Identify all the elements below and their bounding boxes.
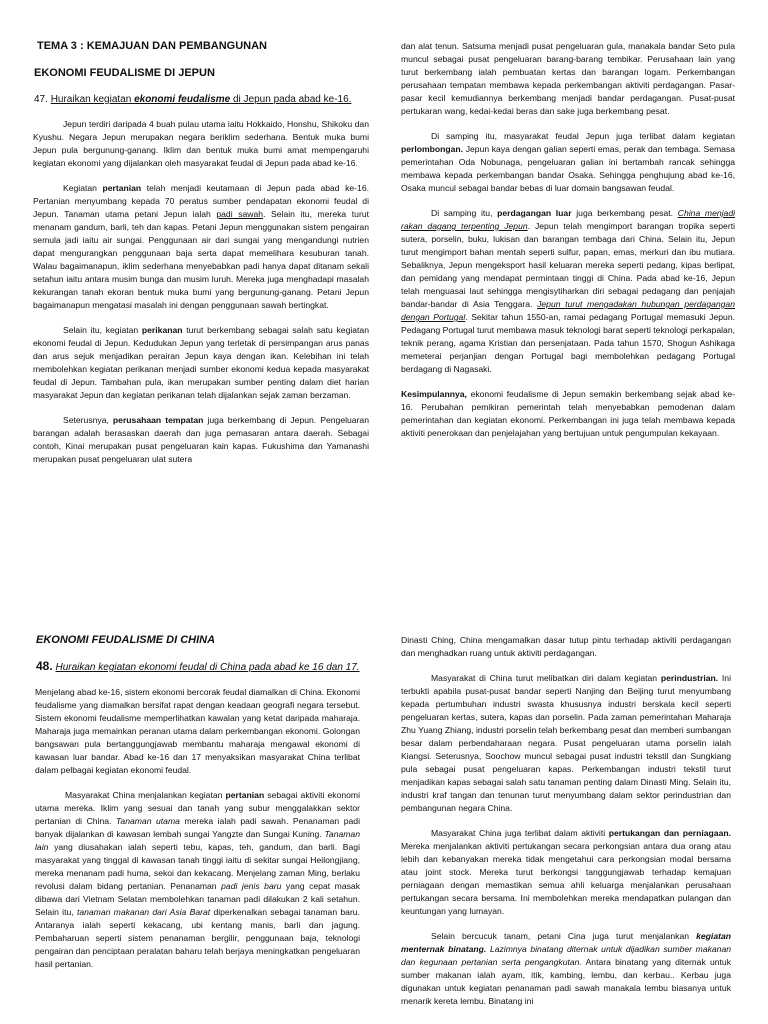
bottom-right-column <box>401 634 731 1020</box>
question-number: 47. <box>34 94 48 105</box>
question-number: 48. <box>36 659 53 673</box>
paragraph-local-industry: Seterusnya, perusahaan tempatan juga berkembang di Jepun. Pengeluaran barangan adalah berasaskan daerah dan juga pemasaran antara daerah. Sebagai contoh, Kinai merupakan pusat pengeluaran kain kapas. Fukushima dan Yamanashi merupakan pusat pengeluaran ulat sutera <box>33 415 369 464</box>
question-48 <box>36 660 360 674</box>
theme-title: TEMA 3 : KEMAJUAN DAN PEMBANGUNAN <box>37 40 267 52</box>
paragraph-china-livestock: Selain bercucuk tanam, petani Cina juga turut menjalankan kegiatan menternak binatang. Lazimnya binatang diternak untuk dijadikan sumber makanan dan kegunaan pertanian serta pengangkutan. Antara binatang yang diternak untuk sumber makanan ialah ayam, itik, kambing, lembu, dan kerbau.. Kerbau juga digunakan untuk kegiatan penanaman padi sawah manakala lembu biasanya untuk menarik kereta lembu. Binatang ini <box>401 931 732 1006</box>
paragraph-china-intro: Menjelang abad ke-16, sistem ekonomi bercorak feudal diamalkan di China. Ekonomi feudalisme yang diamalkan bersifat rapat dengan keadaan geografi negara tersebut. Sistem ekonomi feudalisme memperlihatkan kawalan yang ketat daripada maharaja. Maharaja juga memainkan peranan utama dalam perkembangan ekonomi. Golongan bangsawan pula bertanggungjawab membantu maharaja mengawal ekonomi di kawasan luar bandar. Abad ke-16 dan 17 menyaksikan masyarakat China terlibat dalam pelbagai kegiatan ekonomi feudal. <box>35 687 360 775</box>
paragraph-intro: Jepun terdiri daripada 4 buah pulau utama iaitu Hokkaido, Honshu, Shikoku dan Kyushu. Negara Jepun merupakan negara beriklim sederhana. Bentuk muka bumi Jepun pula bergunung-ganang. Iklim dan bentuk muka bumi amat mempengaruhi kegiatan ekonomi yang dijalankan oleh masyarakat feudal di Jepun pada abad ke-16. <box>33 119 369 168</box>
paragraph-agriculture: Kegiatan pertanian telah menjadi keutamaan di Jepun pada abad ke-16. Pertanian menyumbang kepada 70 peratus sumber pendapatan ekonomi feudal di Jepun. Tanaman utama petani Jepun ialah padi sawah. Selain itu, mereka turut menanam gandum, barli, teh dan kapas. Petani Jepun menggunakan sistem pengairan semula jadi iaitu air sungai. Penggunaan air dari sungai yang mengandungi nutrien dapat mengurangkan penggunaan baja serta dapat memelihara kesuburan tanah. Walau bagaimanapun, iklim sederhana menyebabkan padi hanya dapat ditanam sekali setahun iaitu antara musim bunga dan musim luruh. Mereka juga menghadapi masalah kekurangan tanah ekoran bentuk muka bumi yang bergunung-ganang. Petani Jepun bagaimanapun mengatasi masalah ini dengan penggunaan sawah bertingkat. <box>33 183 369 310</box>
question-text: Huraikan kegiatan ekonomi feudal di China pada abad ke 16 dan 17. <box>55 662 360 673</box>
paragraph-china-agriculture: Masyarakat China menjalankan kegiatan pertanian sebagai aktiviti ekonomi utama mereka. Iklim yang sesuai dan tanah yang subur menggalakkan sektor pertanian di China. Tanaman utama mereka ialah padi sawah. Penanaman padi banyak dijalankan di kawasan lembah sungai Yangzte dan Sungai Kuning. Tanaman lain yang diusahakan ialah seperti tebu, kapas, teh, gandum, dan barli. Bagi masyarakat yang tinggal di kawasan tanah tinggi iaitu di sekitar sungai Heilongjiang, mereka menanam padi huma, sekoi dan kekacang. Menjelang zaman Ming, berlaku revolusi dalam bidang pertanian. Penanaman padi jenis baru yang cepat masak dibawa dari Vietnam Selatan membolehkan tanaman padi dilakukan 2 kali setahun. Selain itu, tanaman makanan dari Asia Barat diperkenalkan sebagai tanaman baru. Antaranya ialah seperti kekacang, ubi kentang manis, barli dan jagung. Pembaharuan seperti sistem penanaman bergilir, penggunaan baja, teknologi pengairan dan penciptaan peralatan baharu telah berjaya meningkatkan pengeluaran hasil pertanian. <box>35 790 360 969</box>
paragraph-mining: Di samping itu, masyarakat feudal Jepun juga terlibat dalam kegiatan perlombongan. Jepun kaya dengan galian seperti emas, perak dan tembaga. Semasa pemerintahan Oda Nobunaga, pengeluaran galian ini bertambah rancak sehingga membawa kepada perkembangan bandar Osaka. Sehingga penghujung abad ke-16, Osaka muncul sebagai bandar bebas di luar domain bangsawan feudal. <box>401 131 735 193</box>
paragraph-china-industry: Masyarakat di China turut melibatkan diri dalam kegiatan perindustrian. Ini terbukti apabila pusat-pusat bandar seperti Nanjing dan Beijing turut menyumbang kepada pertumbuhan industri swasta khususnya industri berskala kecil seperti pengeluaran kertas, sutera, kapas dan porselin. Pada zaman pemerintahan Maharaja Zhu Yuang Zhiang, industri porselin telah berkembang pesat dan memberi sumbangan besar dalam perbendaharaan negara. Pusat pengeluaran utama porselin ialah Kiangsi. Seterusnya, Soochow muncul sebagai pusat industri tekstil dan Sungkiang pula sebagai pusat pengeluaran kapas. Perkembangan industri tekstil turut menjadikan kapas sebagai salah satu tanaman penting dalam Dinasti Ming. Selain itu, industri kraf tangan dan tenunan turut menyumbang dalam sektor perindustrian dan pembangunan negara China. <box>401 673 731 813</box>
section-title-china: EKONOMI FEUDALISME DI CHINA <box>36 634 216 646</box>
paragraph-conclusion: Kesimpulannya, ekonomi feudalisme di Jepun semakin berkembang sejak abad ke-16. Perubahan pemikiran pemerintah telah menyebabkan pemodenan dalam pemerintahan dan kegiatan ekonomi. Perkembangan ini juga telah membawa kepada aktiviti penerokaan dan penjelajahan yang bertujuan untuk pengumpulan kekayaan. <box>401 389 735 438</box>
top-right-column <box>401 40 735 452</box>
section-title-japan: EKONOMI FEUDALISME DI JEPUN <box>34 67 215 79</box>
question-47 <box>34 93 369 106</box>
paragraph-closed-door: Dinasti Ching, China mengamalkan dasar tutup pintu terhadap aktiviti perdagangan dan menghadkan ruang untuk aktiviti perdagangan. <box>401 635 731 658</box>
top-left-column <box>33 40 369 478</box>
paragraph-foreign-trade: Di samping itu, perdagangan luar juga berkembang pesat. China menjadi rakan dagang terpenting Jepun. Jepun telah mengimport barangan tropika seperti sutera, porselin, buku, lukisan dan barangan tembaga dari China. Selain itu, Jepun turut mengimport bahan mentah seperti sulfur, papan, emas, merkuri dan ibu mutiara. Sebaliknya, Jepun mengeksport hasil keluaran mereka seperti pedang, kipas berlipat, dan pemidang yang mendapat permintaan tinggi di China. Pada abad ke-16, Jepun telah menguasai laut sehingga mengisytiharkan diri sebagai pedagang dan penjajah bandar-bandar di Asia Tenggara. Jepun turut mengadakan hubungan perdagangan dengan Portugal. Sekitar tahun 1550-an, ramai pedagang Portugal memasuki Jepun. Pedagang Portugal turut membawa masuk teknologi barat seperti teknologi perkapalan, teknik perang, agama Kristian dan persenjataan. Pada tahun 1570, Shogun Ashikaga memeterai perjanjian dengan Portugal bagi membolehkan pedagang Portugal berdagang di Nagasaki. <box>401 208 736 374</box>
paragraph-fishing: Selain itu, kegiatan perikanan turut berkembang sebagai salah satu kegiatan ekonomi feudal di Jepun. Kedudukan Jepun yang terletak di persimpangan arus panas dan arus sejuk menjadikan perairan Jepun kaya dengan ikan. Kelebihan ini telah membolehkan kegiatan perikanan menjadi sumber ekonomi kedua kepada masyarakat feudal di Jepun. Tambahan pula, ikan merupakan sumber penting dalam diet harian masyarakat Jepun dan kegiatan perikanan telah dijalankan sejak zaman berzaman. <box>33 325 369 400</box>
paragraph-industry-cont: dan alat tenun. Satsuma menjadi pusat pengeluaran gula, manakala bandar Seto pula muncul sebagai pusat pengeluaran barang-barang tembikar. Perusahaan lain yang turut berkembang ialah pembuatan kertas dan barangan logam. Perkembangan perusahaan tempatan membawa kepada perkembangan aktiviti perdagangan. Pasar-pasar kecil kemudiannya berkembang menjadi bandar perdagangan. Pusat-pusat pertukaran wang, kedai-kedai beras dan sake juga berkembang pesat. <box>401 41 735 116</box>
paragraph-china-trade: Masyarakat China juga terlibat dalam aktiviti pertukangan dan perniagaan. Mereka menjalankan aktiviti pertukangan secara perkongsian antara dua orang atau lebih dan kebanyakan mereka tidak mengetahui cara perkongsian modal bersama atau joint stock. Mereka turut berkongsi tanggungjawab terhadap kemajuan perniagaan dengan memastikan semua ahli keluarga menjalankan perusahaan pertukangan secara bersama. Ini membolehkan mereka mendapatkan pulangan dan keuntungan yang lumayan. <box>401 828 731 916</box>
question-text: Huraikan kegiatan ekonomi feudalisme di Jepun pada abad ke-16. <box>50 94 352 105</box>
bottom-left-column <box>35 634 360 983</box>
